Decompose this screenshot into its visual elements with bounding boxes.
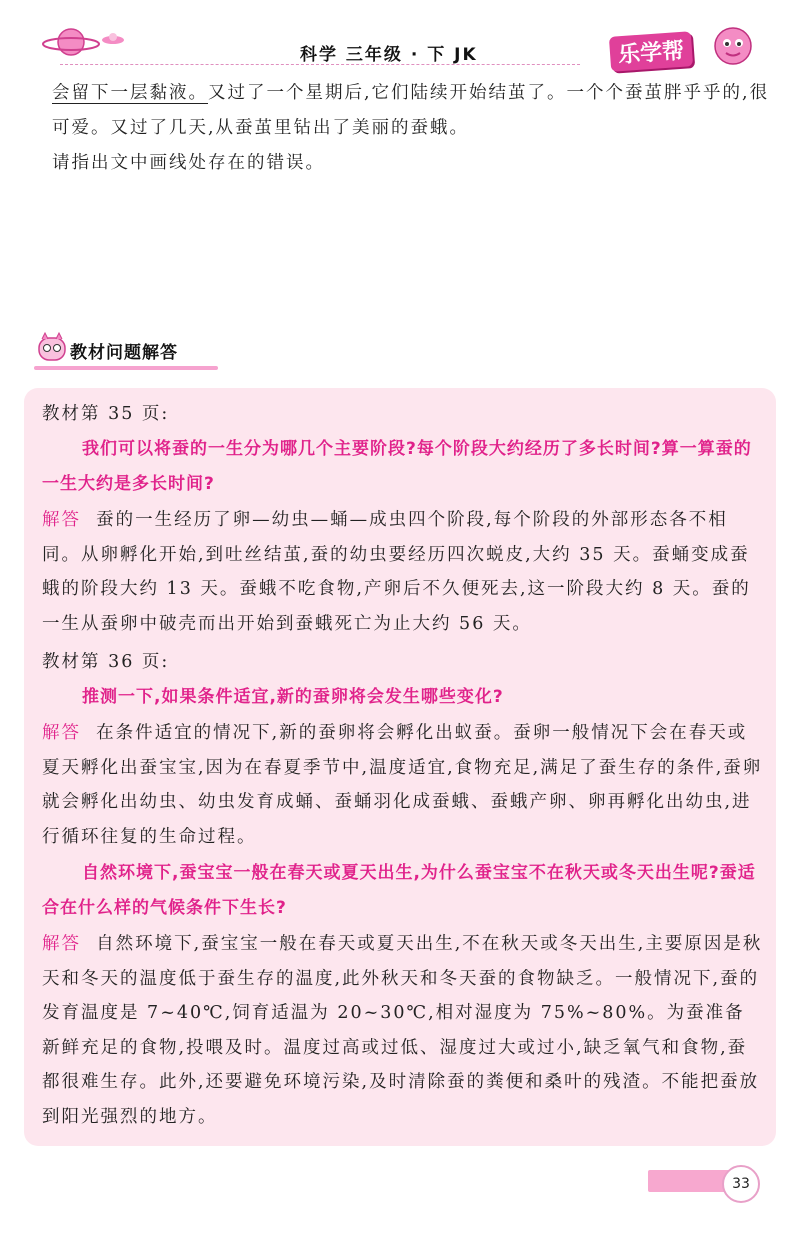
- answer-label: 解答: [42, 510, 81, 530]
- ufo-icon: [100, 30, 126, 50]
- question-2-text: 推测一下,如果条件适宜,新的蚕卵将会发生哪些变化?: [82, 687, 504, 707]
- question-1: [42, 432, 764, 501]
- question-3-text: 自然环境下,蚕宝宝一般在春天或夏天出生,为什么蚕宝宝不在秋天或冬天出生呢?蚕适合在什么样的气候条件下生长?: [42, 863, 756, 918]
- question-3: [42, 856, 764, 925]
- underlined-text: 会留下一层黏液。: [52, 83, 208, 103]
- answer-2: [42, 716, 764, 854]
- mascot-icon: [706, 20, 760, 72]
- answer-1-text: 蚕的一生经历了卵—幼虫—蛹—成虫四个阶段,每个阶段的外部形态各不相同。从卵孵化开始,到吐丝结茧,蚕的幼虫要经历四次蜕皮,大约 35 天。蚕蛹变成蚕蛾的阶段大约 13 天。蚕蛾不吃食物,产卵后不久便死去,这一阶段大约 8 天。蚕的一生从蚕卵中破壳而出开始到蚕蛾死亡为止大约 56 天。: [42, 510, 751, 634]
- question-2: [42, 680, 764, 715]
- section-underline: [34, 366, 218, 370]
- section-owl-icon: [36, 330, 68, 368]
- planet-icon: [40, 22, 102, 66]
- answer-label: 解答: [42, 934, 81, 954]
- answer-1: [42, 503, 764, 641]
- answer-3-text: 自然环境下,蚕宝宝一般在春天或夏天出生,不在秋天或冬天出生,主要原因是秋天和冬天的温度低于蚕生存的温度,此外秋天和冬天蚕的食物缺乏。一般情况下,蚕的发育温度是 7~40℃,饲育适温为 20~30℃,相对湿度为 75%~80%。为蚕准备新鲜充足的食物,投喂及时。温度过高或过低、湿度过大或过小,缺乏氧气和食物,蚕都很难生存。此外,还要避免环境污染,及时清除蚕的粪便和桑叶的残渣。不能把蚕放到阳光强烈的地方。: [42, 934, 763, 1127]
- header-title: 科学 三年级 · 下 JK: [300, 45, 478, 65]
- brand-logo: 乐学帮: [609, 31, 693, 72]
- page-number: 33: [722, 1165, 760, 1203]
- intro-paragraph: [52, 76, 772, 146]
- section-title: 教材问题解答: [70, 343, 178, 363]
- textbook-ref-35: 教材第 35 页:: [42, 404, 170, 424]
- answer-2-text: 在条件适宜的情况下,新的蚕卵将会孵化出蚁蚕。蚕卵一般情况下会在春天或夏天孵化出蚕宝宝,因为在春夏季节中,温度适宜,食物充足,满足了蚕生存的条件,蚕卵就会孵化出幼虫、幼虫发育成蛹、蚕蛹羽化成蚕蛾、蚕蛾产卵、卵再孵化出幼虫,进行循环往复的生命过程。: [42, 723, 763, 847]
- intro-prompt: 请指出文中画线处存在的错误。: [52, 153, 325, 173]
- question-1-text: 我们可以将蚕的一生分为哪几个主要阶段?每个阶段大约经历了多长时间?算一算蚕的一生大约是多长时间?: [42, 439, 752, 494]
- intro-text: 又过了一个星期后,它们陆续开始结茧了。一个个蚕茧胖乎乎的,很可爱。又过了几天,从蚕茧里钻出了美丽的蚕蛾。: [52, 83, 770, 138]
- answer-3: [42, 927, 764, 1134]
- textbook-ref-36: 教材第 36 页:: [42, 652, 170, 672]
- answer-label: 解答: [42, 723, 81, 743]
